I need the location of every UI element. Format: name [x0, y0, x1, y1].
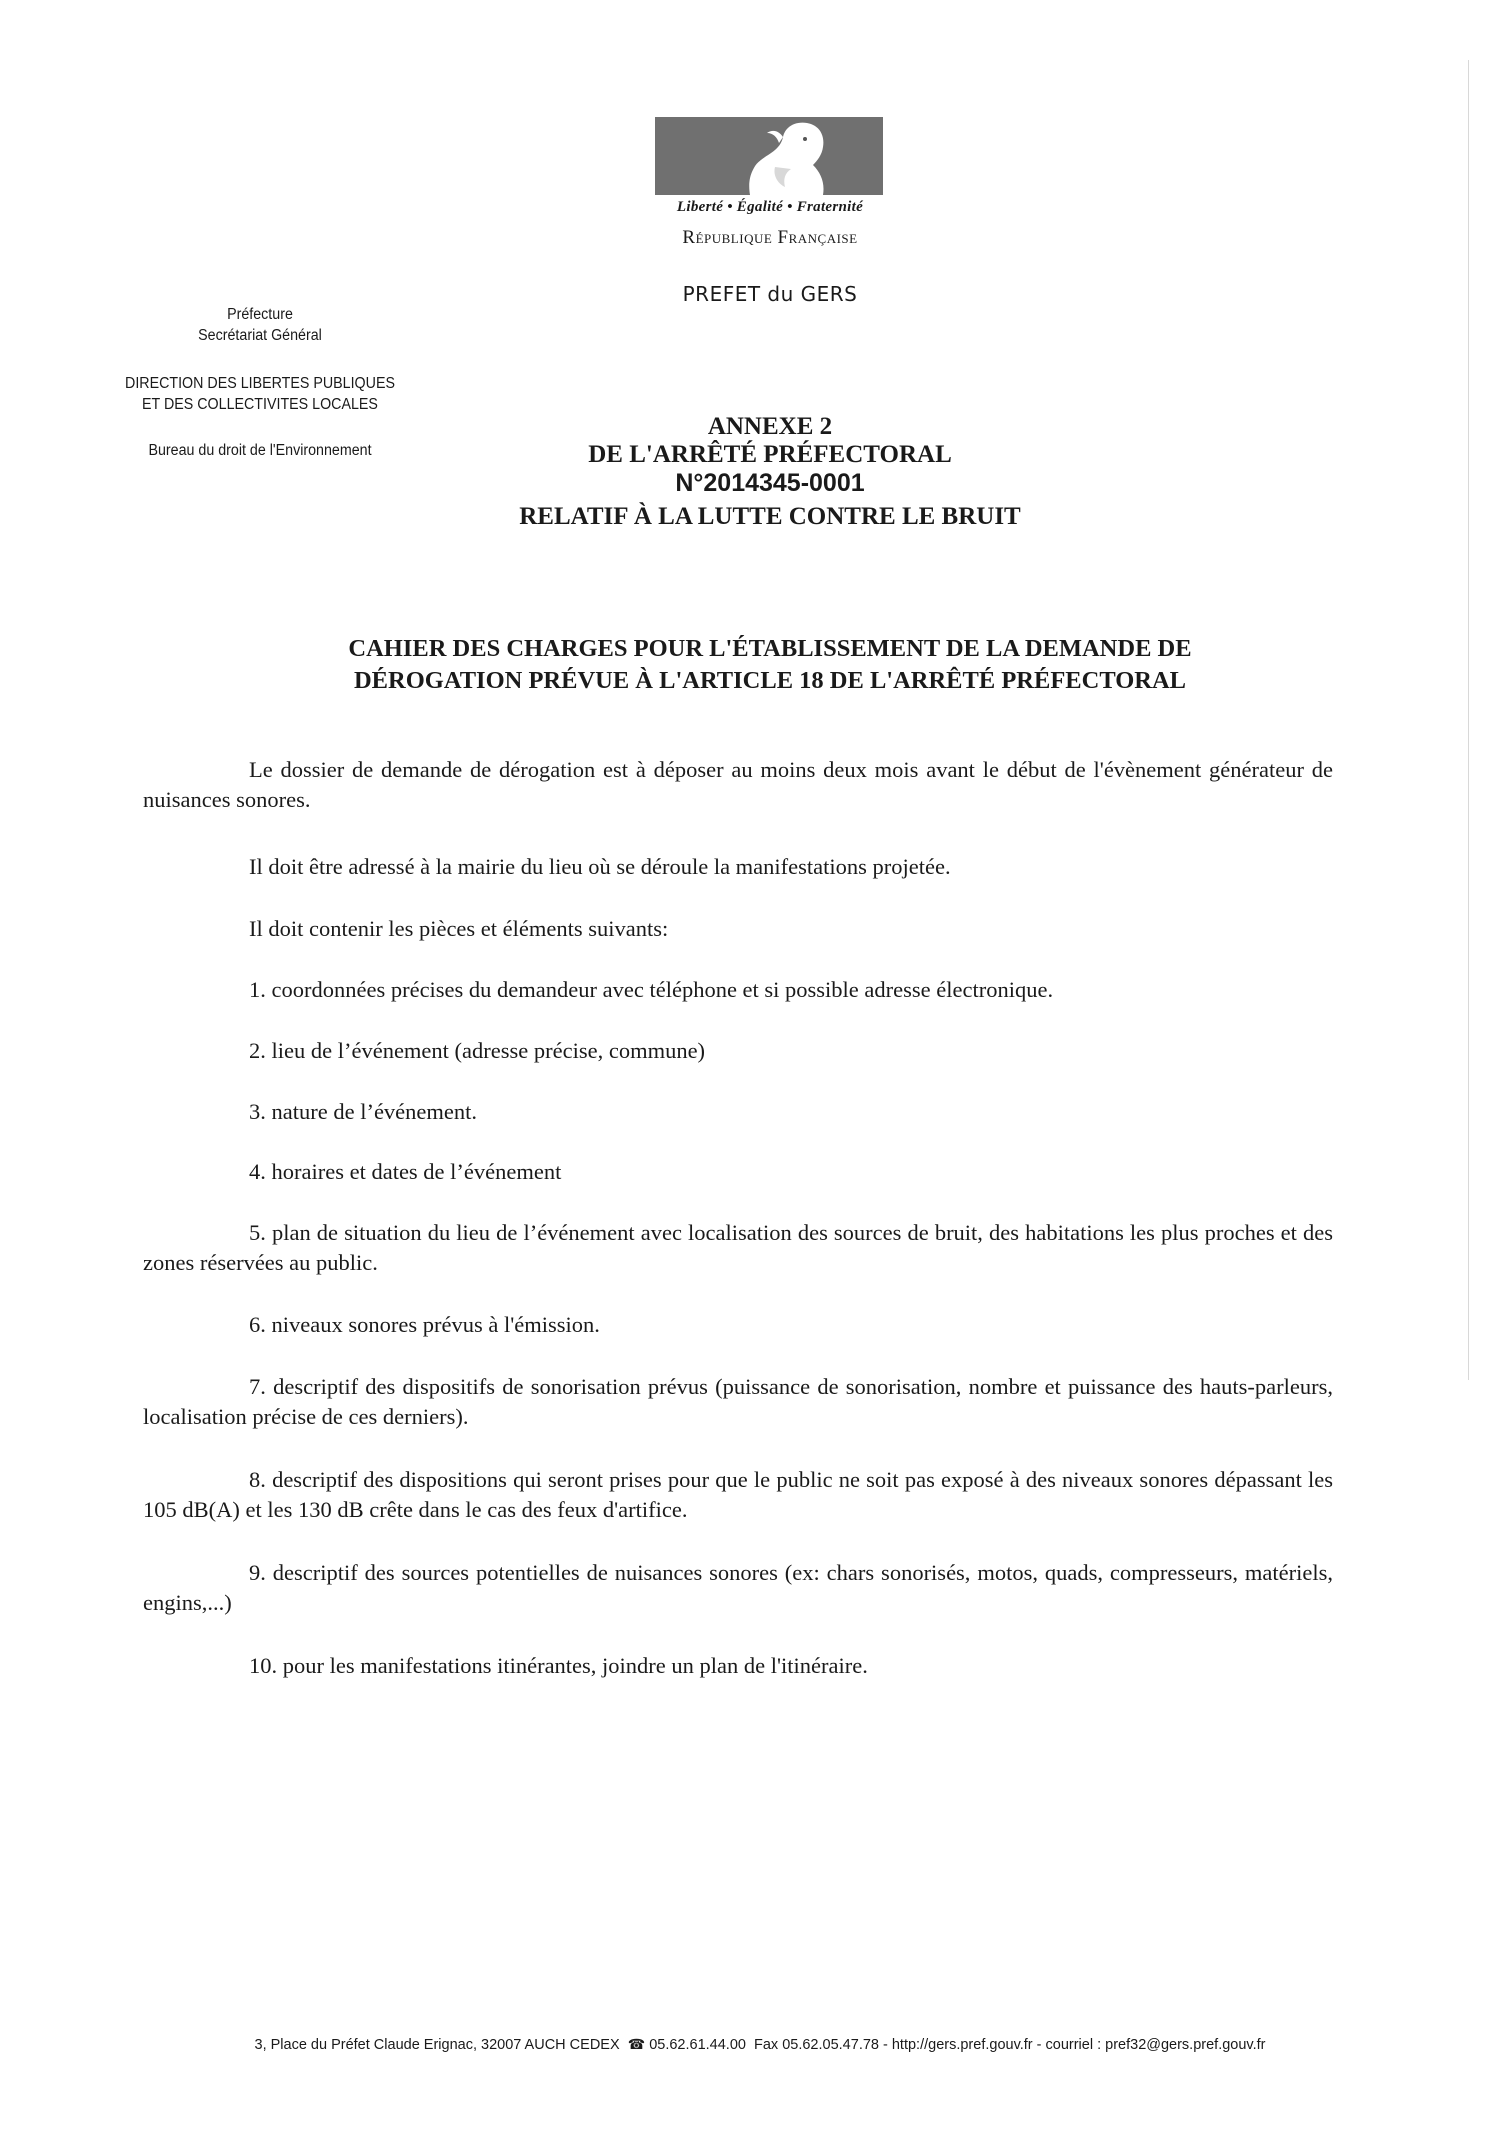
- item-number: 6.: [249, 1312, 266, 1337]
- item-text: descriptif des dispositifs de sonorisation prévus (puissance de sonorisation, nombre et puissance des hauts-parleurs, localisation précise de ces derniers).: [143, 1374, 1334, 1429]
- item-text: plan de situation du lieu de l’événement avec localisation des sources de bruit, des habitations les plus proches et des zones réservées au public.: [143, 1220, 1333, 1275]
- subtitle-line-2: DÉROGATION PRÉVUE À L'ARTICLE 18 DE L'ARRÊTÉ PRÉFECTORAL: [353, 667, 1187, 694]
- secretariat-label: Secrétariat Général: [198, 327, 322, 344]
- direction-label-2: ET DES COLLECTIVITES LOCALES: [142, 396, 378, 413]
- item-text: horaires et dates de l’événement: [271, 1159, 562, 1184]
- list-item: [143, 1218, 1333, 1278]
- subtitle-line-1: CAHIER DES CHARGES POUR L'ÉTABLISSEMENT DE LA DEMANDE DE: [348, 635, 1192, 662]
- item-text: lieu de l’événement (adresse précise, commune): [271, 1038, 706, 1063]
- list-item: [143, 1372, 1333, 1432]
- bureau-label: Bureau du droit de l'Environnement: [148, 442, 372, 459]
- item-number: 8.: [249, 1467, 266, 1492]
- list-item: [143, 1558, 1333, 1618]
- annex-subject: RELATIF À LA LUTTE CONTRE LE BRUIT: [519, 503, 1021, 530]
- left-header-bureau: [113, 440, 407, 461]
- item-number: 7.: [249, 1374, 266, 1399]
- item-text: coordonnées précises du demandeur avec téléphone et si possible adresse électronique.: [271, 977, 1054, 1002]
- marianne-logo: [655, 117, 883, 195]
- list-item: [249, 1651, 1339, 1681]
- item-text: descriptif des sources potentielles de nuisances sonores (ex: chars sonorisés, motos, quads, compresseurs, matériels, engins,...): [143, 1560, 1334, 1615]
- prefet-title: PREFET du GERS: [682, 282, 858, 306]
- annex-arrete: DE L'ARRÊTÉ PRÉFECTORAL: [588, 441, 952, 468]
- list-item: [249, 1097, 1339, 1127]
- page-footer: [160, 2036, 1360, 2053]
- phone-icon: ☎: [627, 2036, 646, 2052]
- annex-number: N°2014345-0001: [675, 469, 865, 497]
- item-number: 1.: [249, 977, 266, 1002]
- item-text: niveaux sonores prévus à l'émission.: [271, 1312, 600, 1337]
- left-header-prefecture: [113, 304, 407, 346]
- item-number: 5.: [249, 1220, 266, 1245]
- footer-contact: Fax 05.62.05.47.78 - http://gers.pref.gouv.fr - courriel : pref32@gers.pref.gouv.fr: [754, 2037, 1266, 2053]
- item-number: 3.: [249, 1099, 266, 1124]
- intro-paragraph-2: Il doit être adressé à la mairie du lieu où se déroule la manifestations projetée.: [249, 854, 951, 879]
- prefecture-label: Préfecture: [227, 306, 293, 323]
- intro-paragraph-1: Le dossier de demande de dérogation est à déposer au moins deux mois avant le début de l'évènement générateur de nuisances sonores.: [143, 757, 1333, 812]
- document-subtitle: [290, 633, 1250, 697]
- annex-title: ANNEXE 2: [707, 413, 833, 440]
- left-header-direction: [113, 373, 407, 415]
- republic-title: République Française: [682, 227, 858, 248]
- footer-address: 3, Place du Préfet Claude Erignac, 32007 AUCH CEDEX: [254, 2037, 620, 2053]
- list-item: [249, 1310, 1339, 1340]
- item-text: descriptif des dispositions qui seront prises pour que le public ne soit pas exposé à des niveaux sonores dépassant les 105 dB(A) et les 130 dB crête dans le cas des feux d'artifice.: [143, 1467, 1333, 1522]
- item-number: 2.: [249, 1038, 266, 1063]
- item-text: pour les manifestations itinérantes, joindre un plan de l'itinéraire.: [282, 1653, 868, 1678]
- list-item: [249, 1036, 1339, 1066]
- footer-phone: 05.62.61.44.00: [649, 2037, 746, 2053]
- item-number: 9.: [249, 1560, 266, 1585]
- list-item: [249, 975, 1339, 1005]
- item-number: 10.: [249, 1653, 278, 1678]
- list-item: [143, 1465, 1333, 1525]
- list-item: [249, 1157, 1339, 1187]
- intro-paragraph-3: Il doit contenir les pièces et éléments suivants:: [249, 916, 669, 941]
- item-text: nature de l’événement.: [271, 1099, 478, 1124]
- item-number: 4.: [249, 1159, 266, 1184]
- direction-label-1: DIRECTION DES LIBERTES PUBLIQUES: [125, 375, 395, 392]
- scan-edge-line: [1468, 60, 1469, 1380]
- motto: Liberté • Égalité • Fraternité: [676, 199, 864, 215]
